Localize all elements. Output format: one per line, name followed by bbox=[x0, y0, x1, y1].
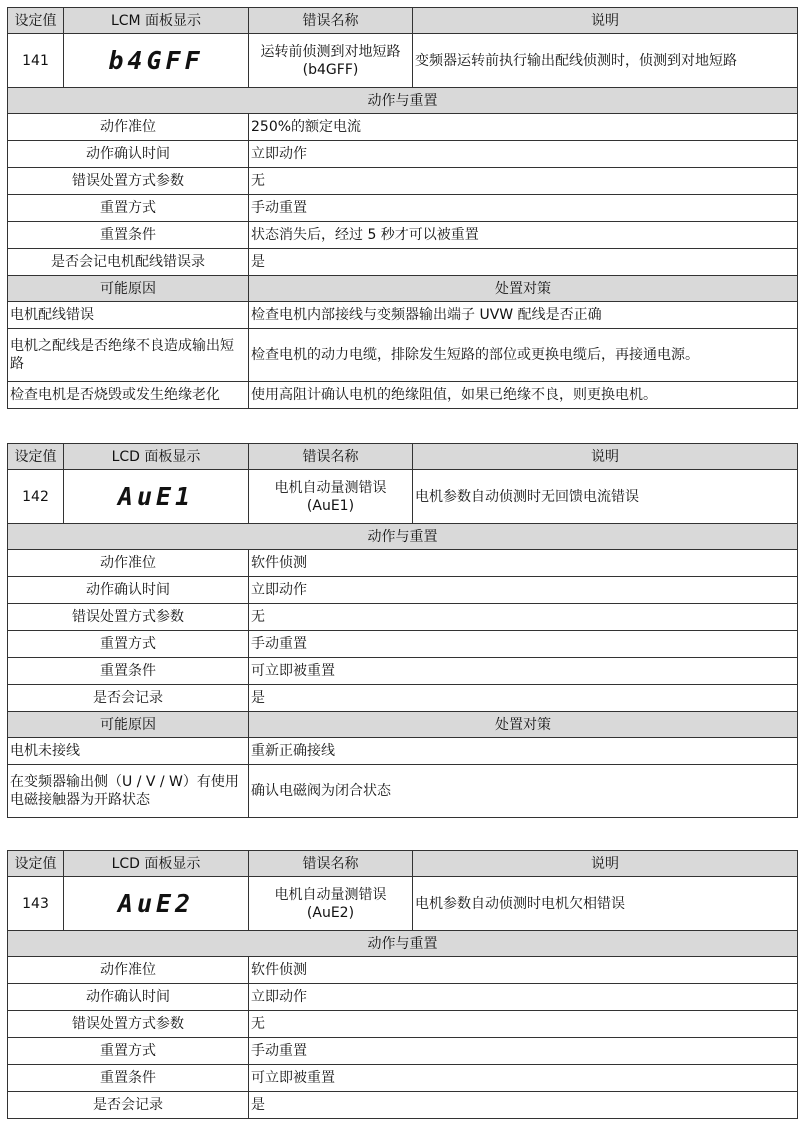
param-key: 错误处置方式参数 bbox=[8, 604, 249, 631]
param-key: 动作确认时间 bbox=[8, 141, 249, 168]
error-name-text: 运转前侦测到对地短路 bbox=[260, 43, 401, 60]
param-value: 立即动作 bbox=[249, 141, 798, 168]
measure: 检查电机内部接线与变频器输出端子 UVW 配线是否正确 bbox=[249, 302, 798, 329]
param-value: 无 bbox=[249, 604, 798, 631]
param-value: 是 bbox=[249, 685, 798, 712]
section-title: 动作与重置 bbox=[8, 931, 798, 957]
error-name-text: 电机自动量测错误 bbox=[274, 886, 387, 903]
param-value: 立即动作 bbox=[249, 577, 798, 604]
param-value: 可立即被重置 bbox=[249, 658, 798, 685]
param-key: 是否会记电机配线错误录 bbox=[8, 249, 249, 276]
error-description: 电机参数自动侦测时无回馈电流错误 bbox=[413, 470, 798, 524]
header-error-name: 错误名称 bbox=[249, 8, 413, 34]
table-header-row bbox=[8, 851, 798, 877]
header-description: 说明 bbox=[413, 851, 798, 877]
lcd-display: AuE2 bbox=[64, 877, 249, 931]
error-name bbox=[249, 470, 413, 524]
param-key: 错误处置方式参数 bbox=[8, 168, 249, 195]
param-value: 手动重置 bbox=[249, 195, 798, 222]
error-code: 142 bbox=[8, 470, 64, 524]
cause: 检查电机是否烧毁或发生绝缘老化 bbox=[8, 382, 249, 409]
error-main-row bbox=[8, 877, 798, 931]
section-title-row bbox=[8, 524, 798, 550]
param-value: 软件侦测 bbox=[249, 550, 798, 577]
param-key: 重置条件 bbox=[8, 222, 249, 249]
measure: 使用高阻计确认电机的绝缘阻值，如果已绝缘不良，则更换电机。 bbox=[249, 382, 798, 409]
param-value: 软件侦测 bbox=[249, 957, 798, 984]
measure: 确认电磁阀为闭合状态 bbox=[249, 765, 798, 818]
param-value: 250%的额定电流 bbox=[249, 114, 798, 141]
header-setting: 设定值 bbox=[8, 851, 64, 877]
param-key: 重置条件 bbox=[8, 658, 249, 685]
param-key: 重置方式 bbox=[8, 1038, 249, 1065]
cause: 电机未接线 bbox=[8, 738, 249, 765]
error-description: 变频器运转前执行输出配线侦测时，侦测到对地短路 bbox=[413, 34, 798, 88]
header-error-name: 错误名称 bbox=[249, 444, 413, 470]
param-key: 重置方式 bbox=[8, 631, 249, 658]
error-name bbox=[249, 877, 413, 931]
param-key: 错误处置方式参数 bbox=[8, 1011, 249, 1038]
param-value: 无 bbox=[249, 168, 798, 195]
measure: 检查电机的动力电缆，排除发生短路的部位或更换电缆后，再接通电源。 bbox=[249, 329, 798, 382]
param-value: 是 bbox=[249, 249, 798, 276]
param-value: 无 bbox=[249, 1011, 798, 1038]
header-description: 说明 bbox=[413, 444, 798, 470]
param-key: 是否会记录 bbox=[8, 1092, 249, 1119]
section-title: 动作与重置 bbox=[8, 88, 798, 114]
param-key: 动作准位 bbox=[8, 114, 249, 141]
table-header-row bbox=[8, 8, 798, 34]
param-value: 手动重置 bbox=[249, 1038, 798, 1065]
error-name-code: (AuE2) bbox=[306, 904, 355, 921]
param-value: 状态消失后，经过 5 秒才可以被重置 bbox=[249, 222, 798, 249]
header-description: 说明 bbox=[413, 8, 798, 34]
error-code: 141 bbox=[8, 34, 64, 88]
param-key: 重置条件 bbox=[8, 1065, 249, 1092]
error-name bbox=[249, 34, 413, 88]
measure: 重新正确接线 bbox=[249, 738, 798, 765]
param-value: 立即动作 bbox=[249, 984, 798, 1011]
error-name-code: (b4GFF) bbox=[302, 61, 359, 78]
param-key: 动作确认时间 bbox=[8, 577, 249, 604]
header-setting: 设定值 bbox=[8, 8, 64, 34]
table-header-row bbox=[8, 444, 798, 470]
header-panel-display: LCD 面板显示 bbox=[64, 444, 249, 470]
lcd-display: AuE1 bbox=[64, 470, 249, 524]
error-table-142 bbox=[7, 443, 798, 818]
measure-header: 处置对策 bbox=[249, 276, 798, 302]
cause: 电机之配线是否绝缘不良造成输出短路 bbox=[8, 329, 249, 382]
section-title-row bbox=[8, 88, 798, 114]
param-key: 动作准位 bbox=[8, 957, 249, 984]
cause: 在变频器输出侧（U / V / W）有使用电磁接触器为开路状态 bbox=[8, 765, 249, 818]
cause-header: 可能原因 bbox=[8, 276, 249, 302]
param-value: 是 bbox=[249, 1092, 798, 1119]
error-main-row bbox=[8, 470, 798, 524]
error-name-text: 电机自动量测错误 bbox=[274, 479, 387, 496]
header-panel-display: LCM 面板显示 bbox=[64, 8, 249, 34]
error-code: 143 bbox=[8, 877, 64, 931]
header-error-name: 错误名称 bbox=[249, 851, 413, 877]
header-setting: 设定值 bbox=[8, 444, 64, 470]
cause-header-row bbox=[8, 276, 798, 302]
param-key: 动作准位 bbox=[8, 550, 249, 577]
error-table-141 bbox=[7, 7, 798, 409]
cause-header: 可能原因 bbox=[8, 712, 249, 738]
cause-header-row bbox=[8, 712, 798, 738]
param-value: 手动重置 bbox=[249, 631, 798, 658]
param-value: 可立即被重置 bbox=[249, 1065, 798, 1092]
section-title: 动作与重置 bbox=[8, 524, 798, 550]
error-main-row bbox=[8, 34, 798, 88]
error-table-143 bbox=[7, 850, 798, 1119]
section-title-row bbox=[8, 931, 798, 957]
header-panel-display: LCD 面板显示 bbox=[64, 851, 249, 877]
error-description: 电机参数自动侦测时电机欠相错误 bbox=[413, 877, 798, 931]
param-key: 是否会记录 bbox=[8, 685, 249, 712]
param-key: 动作确认时间 bbox=[8, 984, 249, 1011]
measure-header: 处置对策 bbox=[249, 712, 798, 738]
param-key: 重置方式 bbox=[8, 195, 249, 222]
lcd-display: b4GFF bbox=[64, 34, 249, 88]
error-name-code: (AuE1) bbox=[306, 497, 355, 514]
cause: 电机配线错误 bbox=[8, 302, 249, 329]
